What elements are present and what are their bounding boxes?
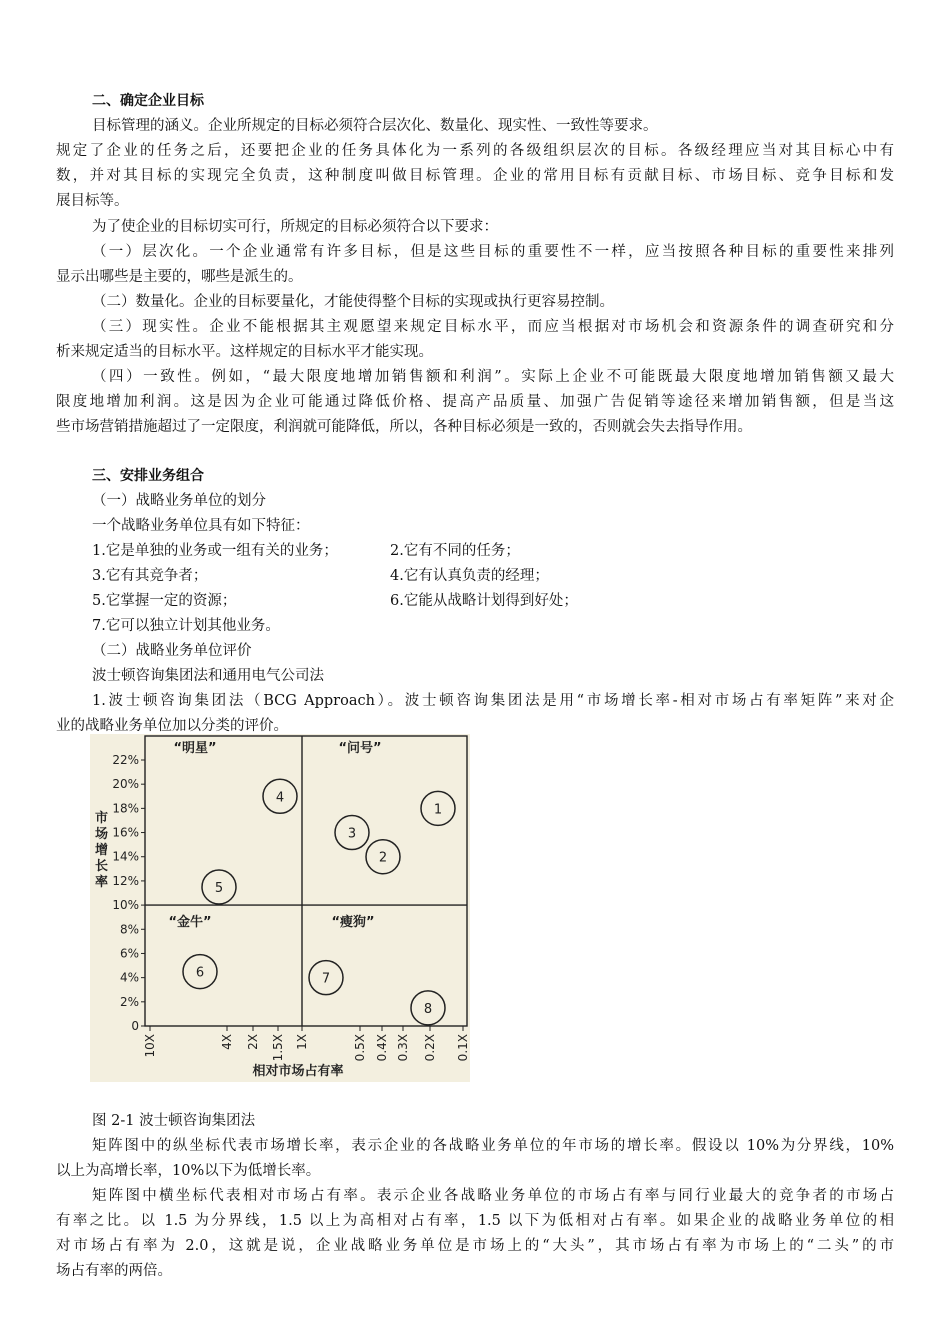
requirement-4-cont: 限度地增加利润。这是因为企业可能通过降低价格、提高产品质量、加强广告促销等途径来增加销售额，但是当这 bbox=[56, 394, 894, 410]
y-tick-label: 20% bbox=[112, 777, 139, 792]
x-tick-label: 10X bbox=[143, 1034, 157, 1058]
subheading: （一）战略业务单位的划分 bbox=[92, 493, 266, 509]
requirement-4: （四）一致性。例如，“最大限度地增加销售额和利润”。实际上企业不可能既最大限度地增加销售额又最大 bbox=[92, 369, 894, 385]
y-axis-label-char: 长 bbox=[95, 859, 109, 874]
y-axis-label-char: 市 bbox=[95, 811, 109, 826]
feature-item: 3.它有其竞争者； bbox=[92, 568, 208, 584]
requirement-3-cont: 析来规定适当的目标水平。这样规定的目标水平才能实现。 bbox=[56, 344, 433, 360]
y-axis-label bbox=[95, 810, 108, 890]
quadrant-label: “金牛” bbox=[168, 915, 212, 930]
section3-heading: 三、安排业务组合 bbox=[92, 468, 204, 484]
business-unit-label: 8 bbox=[423, 1001, 433, 1017]
paragraph-line: 对市场占有率为 2.0，这就是说，企业战略业务单位是市场上的“大头”，其市场占有率为市场上的“二头”的市 bbox=[56, 1238, 894, 1254]
feature-item: 6.它能从战略计划得到好处； bbox=[390, 593, 578, 609]
y-tick-label: 4% bbox=[119, 970, 139, 985]
y-axis bbox=[112, 753, 145, 1033]
x-tick-label: 1.5X bbox=[271, 1034, 285, 1062]
y-tick-label: 16% bbox=[112, 825, 139, 840]
business-unit-label: 3 bbox=[347, 826, 357, 842]
y-tick-label: 14% bbox=[112, 849, 139, 864]
x-tick-label: 0.1X bbox=[456, 1034, 470, 1062]
matrix-border bbox=[145, 736, 467, 1026]
y-axis-label-char: 增 bbox=[95, 843, 109, 858]
requirement-1-cont: 显示出哪些是主要的，哪些是派生的。 bbox=[56, 269, 303, 285]
requirement-2: （二）数量化。企业的目标要量化，才能使得整个目标的实现或执行更容易控制。 bbox=[92, 294, 614, 310]
feature-item: 5.它掌握一定的资源； bbox=[92, 593, 237, 609]
x-axis bbox=[143, 1026, 470, 1061]
paragraph-line: 矩阵图中的纵坐标代表市场增长率，表示企业的各战略业务单位的年市场的增长率。假设以 10%为分界线，10% bbox=[92, 1138, 894, 1154]
y-tick-label: 12% bbox=[112, 873, 139, 888]
feature-item: 1.它是单独的业务或一组有关的业务； bbox=[92, 543, 338, 559]
paragraph-line: 1.波士顿咨询集团法（BCG Approach）。波士顿咨询集团法是用“市场增长率-相对市场占有率矩阵”来对企 bbox=[92, 693, 894, 709]
chart-frame bbox=[145, 736, 467, 1026]
y-axis-label-char: 率 bbox=[95, 875, 109, 890]
quadrant-label: “明星” bbox=[173, 741, 217, 756]
paragraph-line: 矩阵图中横坐标代表相对市场占有率。表示企业各战略业务单位的市场占有率与同行业最大的竞争者的市场占 bbox=[92, 1188, 894, 1204]
business-unit-label: 7 bbox=[321, 971, 331, 987]
paragraph: 为了使企业的目标切实可行，所规定的目标必须符合以下要求： bbox=[92, 219, 498, 235]
y-tick-label: 8% bbox=[119, 922, 139, 937]
x-tick-label: 1X bbox=[295, 1034, 309, 1050]
requirement-4-cont: 些市场营销措施超过了一定限度，利润就可能降低，所以，各种目标必须是一致的，否则就会失去指导作用。 bbox=[56, 419, 752, 435]
requirement-1: （一）层次化。一个企业通常有许多目标，但是这些目标的重要性不一样，应当按照各种目标的重要性来排列 bbox=[92, 244, 894, 260]
x-tick-label: 2X bbox=[246, 1034, 260, 1050]
paragraph-line: 以上为高增长率，10%以下为低增长率。 bbox=[56, 1163, 321, 1179]
y-tick-label: 22% bbox=[112, 753, 139, 767]
quadrant-label: “问号” bbox=[338, 741, 382, 756]
business-unit-label: 2 bbox=[378, 850, 388, 866]
paragraph-line: 有率之比。以 1.5 为分界线，1.5 以上为高相对占有率，1.5 以下为低相对占有率。如果企业的战略业务单位的相 bbox=[56, 1213, 894, 1229]
x-tick-label: 4X bbox=[220, 1034, 234, 1050]
figure-caption: 图 2-1 波士顿咨询集团法 bbox=[92, 1113, 256, 1129]
paragraph-line: 数，并对其目标的实现完全负责，这种制度叫做目标管理。企业的常用目标有贡献目标、市场目标、竞争目标和发 bbox=[56, 168, 894, 184]
y-axis-label-char: 场 bbox=[95, 827, 109, 842]
x-tick-label: 0.3X bbox=[396, 1034, 410, 1062]
y-tick-label: 2% bbox=[119, 994, 139, 1009]
paragraph: 波士顿咨询集团法和通用电气公司法 bbox=[92, 668, 324, 684]
x-tick-label: 0.5X bbox=[353, 1034, 367, 1062]
x-tick-label: 0.4X bbox=[375, 1034, 389, 1062]
quadrant-label: “瘦狗” bbox=[331, 915, 375, 930]
section2-heading: 二、确定企业目标 bbox=[92, 93, 204, 109]
business-unit-label: 6 bbox=[195, 965, 205, 981]
data-points bbox=[183, 779, 455, 1025]
paragraph-line: 场占有率的两倍。 bbox=[56, 1263, 172, 1279]
y-tick-label: 10% bbox=[112, 898, 139, 913]
bcg-matrix-chart bbox=[90, 734, 470, 1082]
subheading: （二）战略业务单位评价 bbox=[92, 643, 252, 659]
paragraph-line: 规定了企业的任务之后，还要把企业的任务具体化为一系列的各级组织层次的目标。各级经理应当对其目标心中有 bbox=[56, 143, 894, 159]
paragraph-line: 业的战略业务单位加以分类的评价。 bbox=[56, 718, 288, 734]
business-unit-label: 4 bbox=[275, 790, 285, 806]
business-unit-label: 1 bbox=[433, 802, 443, 818]
paragraph: 目标管理的涵义。企业所规定的目标必须符合层次化、数量化、现实性、一致性等要求。 bbox=[92, 118, 658, 134]
paragraph-line: 展目标等。 bbox=[56, 193, 129, 209]
y-tick-label: 18% bbox=[112, 801, 139, 816]
business-unit-label: 5 bbox=[214, 880, 224, 896]
x-tick-label: 0.2X bbox=[423, 1034, 437, 1062]
bcg-matrix-figure bbox=[90, 734, 470, 1082]
feature-item: 4.它有认真负责的经理； bbox=[390, 568, 549, 584]
x-axis-label: 相对市场占有率 bbox=[252, 1064, 344, 1079]
paragraph: 一个战略业务单位具有如下特征： bbox=[92, 518, 310, 534]
requirement-3: （三）现实性。企业不能根据其主观愿望来规定目标水平，而应当根据对市场机会和资源条件的调查研究和分 bbox=[92, 319, 894, 335]
y-tick-label: 0 bbox=[131, 1019, 139, 1033]
y-tick-label: 6% bbox=[119, 946, 139, 961]
feature-item: 7.它可以独立计划其他业务。 bbox=[92, 618, 280, 634]
feature-item: 2.它有不同的任务； bbox=[390, 543, 520, 559]
